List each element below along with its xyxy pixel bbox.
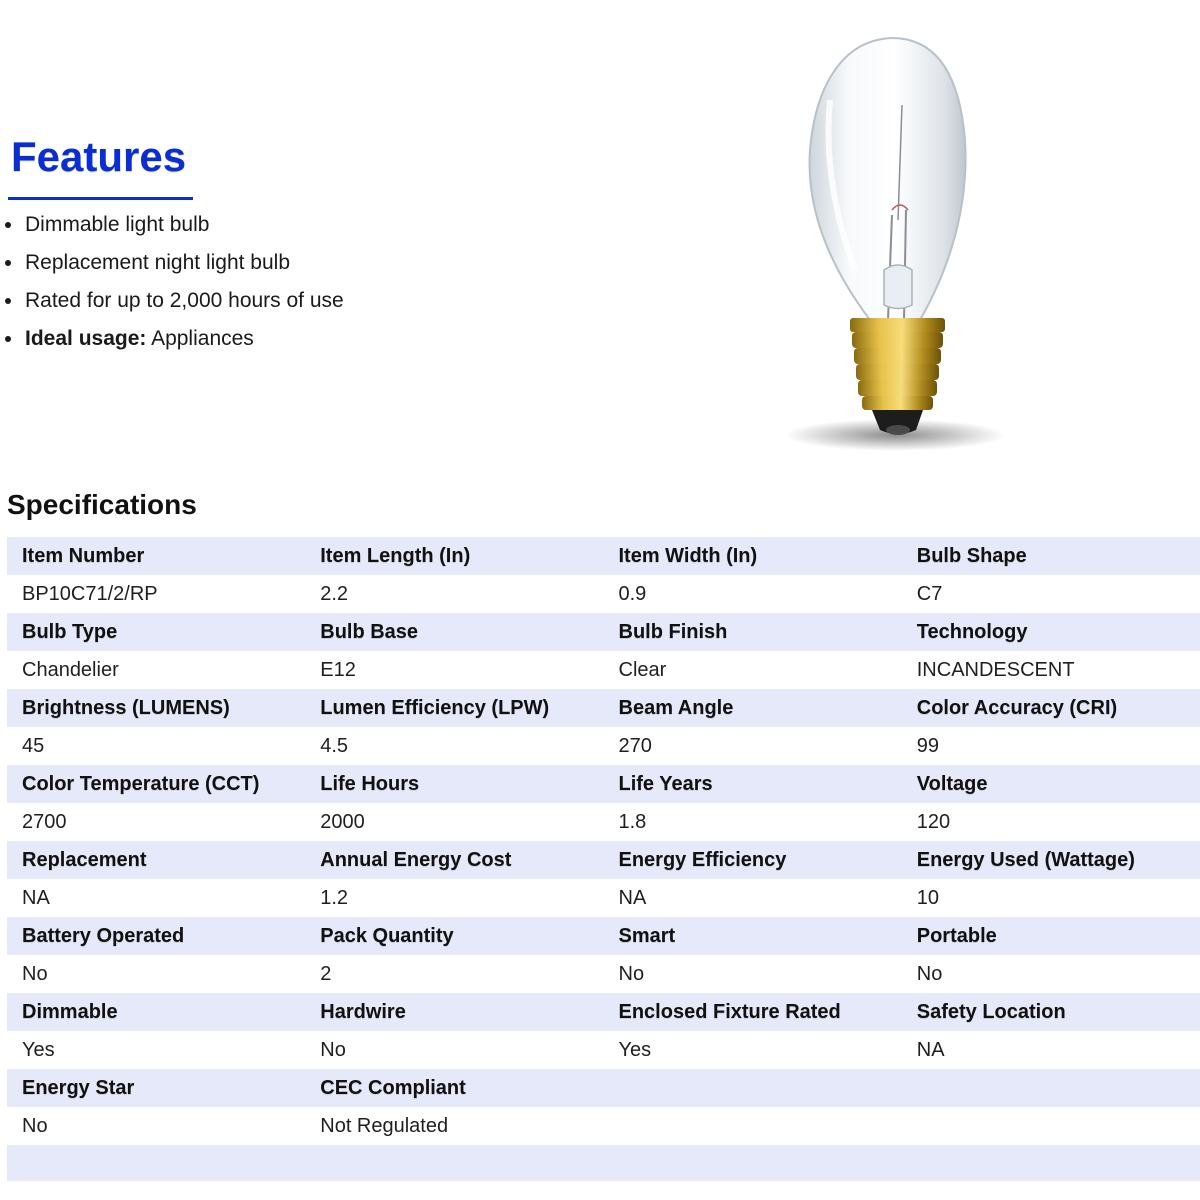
spec-value: Yes [22, 1038, 55, 1061]
spec-label: Beam Angle [618, 696, 734, 719]
feature-item [0, 247, 700, 285]
spec-value: 2.2 [320, 582, 349, 605]
specifications-heading: Specifications [7, 489, 197, 520]
light-bulb-icon [780, 20, 1020, 460]
bullet-icon [5, 260, 11, 266]
spec-label: Energy Star [22, 1076, 135, 1099]
spec-label: CEC Compliant [320, 1076, 466, 1099]
spec-value: Yes [618, 1038, 652, 1061]
spec-value-row [7, 651, 1200, 689]
spec-label-row [7, 841, 1200, 879]
spec-value-row [7, 1107, 1200, 1145]
spec-value: No [22, 962, 48, 985]
spec-value-row [7, 727, 1200, 765]
spec-value: NA [618, 886, 647, 909]
features-list [0, 209, 700, 361]
spec-label: Bulb Type [22, 620, 118, 643]
feature-item-text: Rated for up to 2,000 hours of use [25, 289, 344, 312]
spec-value: NA [22, 886, 50, 909]
spec-label: Pack Quantity [320, 924, 454, 947]
spec-label: Hardwire [320, 1000, 406, 1023]
spec-label: Bulb Finish [618, 620, 728, 643]
spec-label: Replacement [22, 848, 147, 871]
bullet-icon [5, 222, 11, 228]
feature-item [0, 209, 700, 247]
spec-label: Safety Location [916, 1000, 1066, 1023]
item-number-link[interactable]: BP10C71/2/RP [22, 582, 158, 605]
spec-label: Item Length (In) [320, 544, 471, 567]
spec-value-row [7, 803, 1200, 841]
spec-value: Clear [618, 658, 667, 681]
features-heading: Features [11, 133, 187, 180]
spec-label: Item Number [22, 544, 145, 567]
spec-label: Life Hours [320, 772, 420, 795]
feature-item-text: Dimmable light bulb [25, 213, 210, 236]
spec-label-row [7, 993, 1200, 1031]
feature-item [0, 285, 700, 323]
spec-value: 1.2 [320, 886, 349, 909]
spec-value: C7 [916, 582, 943, 605]
spec-label: Energy Efficiency [618, 848, 787, 871]
spec-value: 99 [916, 734, 939, 757]
table-footer-band [7, 1145, 1200, 1181]
spec-label: Life Years [618, 772, 713, 795]
features-underline [8, 197, 193, 200]
spec-value: 2700 [22, 810, 67, 833]
spec-label-row [7, 765, 1200, 803]
spec-label: Dimmable [22, 1000, 118, 1023]
specifications-table [7, 537, 1200, 1181]
spec-label: Energy Used (Wattage) [916, 848, 1135, 871]
spec-value: 2000 [320, 810, 365, 833]
spec-label: Color Accuracy (CRI) [916, 696, 1118, 719]
feature-item [0, 323, 700, 361]
spec-label: Smart [618, 924, 676, 947]
spec-value-row [7, 955, 1200, 993]
spec-label-row [7, 537, 1200, 575]
spec-value: 10 [916, 886, 939, 909]
spec-value: Not Regulated [320, 1114, 449, 1137]
spec-value: No [22, 1114, 48, 1137]
spec-label: Annual Energy Cost [320, 848, 512, 871]
spec-label: Portable [916, 924, 997, 947]
spec-value: No [320, 1038, 346, 1061]
feature-item-text: Appliances [146, 327, 254, 350]
spec-label: Battery Operated [22, 924, 185, 947]
spec-value: 120 [916, 810, 951, 833]
spec-label: Color Temperature (CCT) [22, 772, 260, 795]
bullet-icon [5, 298, 11, 304]
spec-label-row [7, 1069, 1200, 1107]
spec-value: Chandelier [22, 658, 119, 681]
spec-value: 0.9 [618, 582, 647, 605]
spec-label: Brightness (LUMENS) [22, 696, 230, 719]
spec-label-row [7, 689, 1200, 727]
spec-value-row [7, 1031, 1200, 1069]
spec-value: E12 [320, 658, 356, 681]
spec-label: Technology [916, 620, 1028, 643]
spec-label-row [7, 917, 1200, 955]
spec-value: No [618, 962, 645, 985]
spec-value-row [7, 879, 1200, 917]
spec-label: Item Width (In) [618, 544, 758, 567]
spec-label: Lumen Efficiency (LPW) [320, 696, 550, 719]
feature-item-bold: Ideal usage: [25, 327, 147, 350]
spec-value: 1.8 [618, 810, 647, 833]
spec-value: 270 [618, 734, 652, 757]
spec-value: INCANDESCENT [916, 658, 1075, 681]
spec-value: No [916, 962, 943, 985]
spec-label: Enclosed Fixture Rated [618, 1000, 841, 1023]
spec-label: Bulb Shape [916, 544, 1027, 567]
spec-label: Bulb Base [320, 620, 419, 643]
spec-value: 45 [22, 734, 45, 757]
spec-label: Voltage [916, 772, 988, 795]
spec-value: 2 [320, 962, 332, 985]
spec-label-row [7, 613, 1200, 651]
bullet-icon [5, 336, 11, 342]
spec-value: 4.5 [320, 734, 349, 757]
feature-item-text: Replacement night light bulb [25, 251, 291, 274]
spec-value: NA [916, 1038, 945, 1061]
spec-value-row [7, 575, 1200, 613]
